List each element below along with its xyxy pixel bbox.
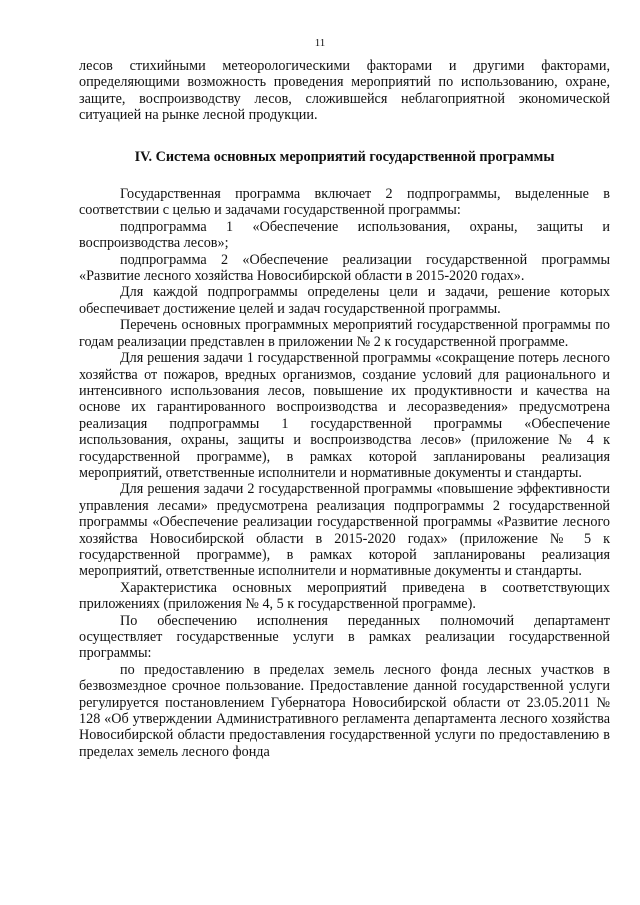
page-number: 11 (314, 37, 326, 49)
paragraph-subprogram-2: подпрограмма 2 «Обеспечение реализации государственной программы «Развитие лесного хозяйства Новосибирской области в 2015-2020 годах». (79, 251, 610, 285)
paragraph-task-2: Для решения задачи 2 государственной программы «повышение эффективности управления лесами» предусмотрена реализация подпрограммы 2 государственной программы «Обеспечение реализации государственной программы «Развитие лесного хозяйства Новосибирской области в 2015-2020 годах» (приложение № 5 к государственной программе), в рамках которой запланированы реализация мероприятий, ответственные исполнители и нормативные документы и стандарты. (79, 481, 610, 580)
paragraph-task-1: Для решения задачи 1 государственной программы «сокращение потерь лесного хозяйства от пожаров, вредных организмов, создание условий для рационального и интенсивного использования лесов, повышение их продуктивности и качества на основе их гарантированного воспроизводства и лесоразведения» предусмотрена реализация подпрограммы 1 государственной программы «Обеспечение использования, охраны, защиты и воспроизводства лесов» (приложение № 4 к государственной программе), в рамках которой запланированы реализация мероприятий, ответственные исполнители и нормативные документы и стандарты. (79, 350, 610, 481)
paragraph-intro: Государственная программа включает 2 подпрограммы, выделенные в соответствии с целью и задачами государственной программы: (79, 186, 610, 219)
paragraph-public-services: По обеспечению исполнения переданных полномочий департамент осуществляет государственные услуги в рамках реализации государственной программы: (79, 612, 610, 662)
paragraph-goals: Для каждой подпрограммы определены цели и задачи, решение которых обеспечивает достижение целей и задач государственной программы. (79, 284, 610, 317)
paragraph-characteristics: Характеристика основных мероприятий приведена в соответствующих приложениях (приложения № 4, 5 к государственной программе). (79, 579, 610, 613)
spacer (79, 124, 610, 149)
paragraph-activities-list: Перечень основных программных мероприятий государственной программы по годам реализации представлен в приложении № 2 к государственной программе. (79, 317, 610, 350)
section-heading: IV. Система основных мероприятий государственной программы (134, 148, 555, 165)
continued-paragraph: лесов стихийными метеорологическими факторами и другими факторами, определяющими возможность проведения мероприятий по использованию, охране, защите, воспроизводству лесов, сложившейся неблагоприятной экономической ситуацией на рынке лесной продукции. (79, 58, 610, 124)
paragraph-service-provision: по предоставлению в пределах земель лесного фонда лесных участков в безвозмездное срочное пользование. Предоставление данной государственной услуги регулируется постановлением Губернатора Новосибирской области от 23.05.2011 № 128 «Об утверждении Административного регламента департамента лесного хозяйства Новосибирской области предоставления государственной услуги по предоставлению в пределах земель лесного фонда (79, 661, 610, 760)
spacer (79, 165, 610, 186)
document-body (79, 58, 610, 760)
paragraph-subprogram-1: подпрограмма 1 «Обеспечение использования, охраны, защиты и воспроизводства лесов»; (79, 218, 610, 252)
